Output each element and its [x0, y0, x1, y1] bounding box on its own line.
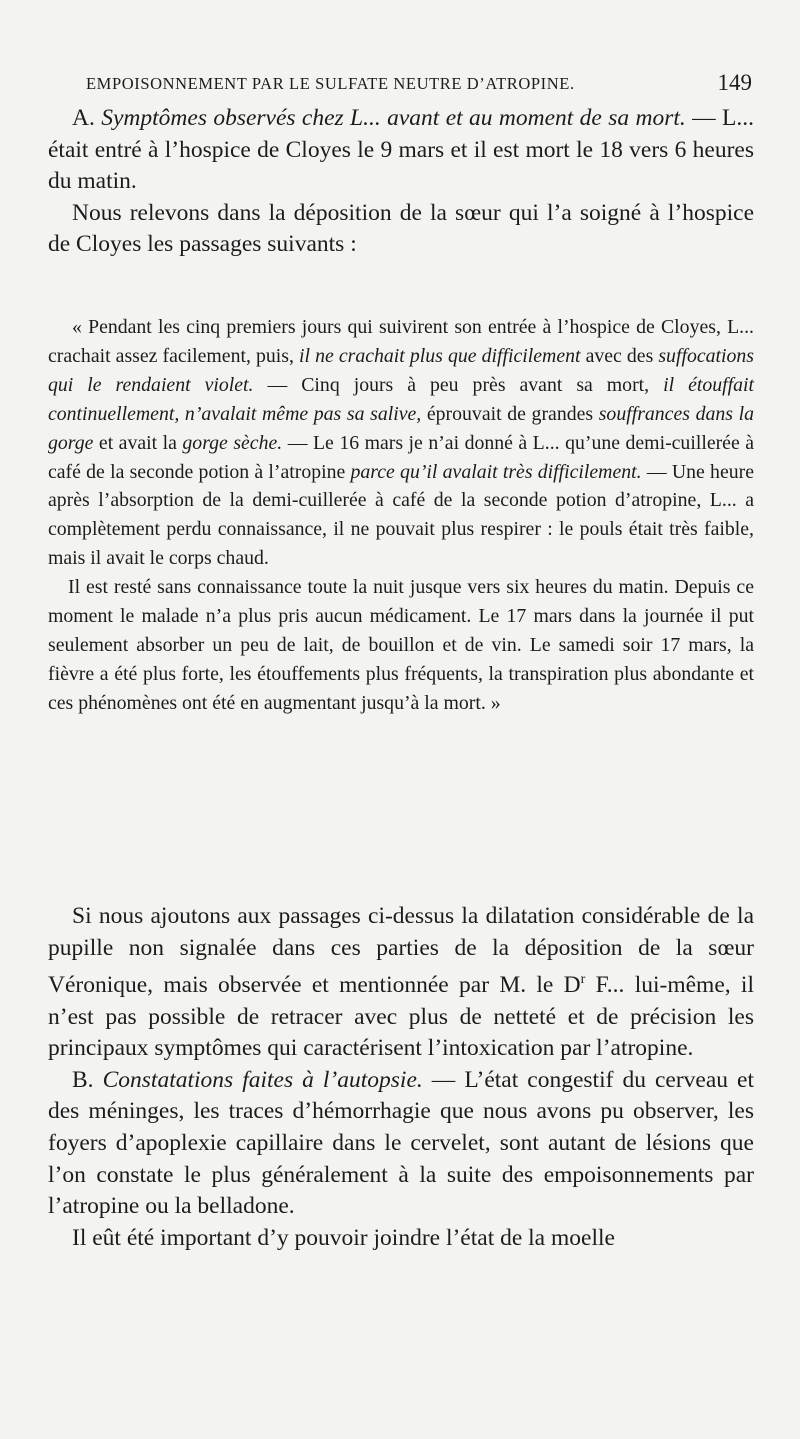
quote-text: « Pendant les cinq premiers jours qui suivirent son entrée à l’hospice de Cloyes, L... crachait assez facilement, puis, — [48, 316, 754, 367]
section-a-label: A. — [72, 105, 95, 131]
quote-italic: souffrances dans la gorge — [48, 402, 754, 454]
section-b-text: — L’état congestif du cerveau et des méninges, les traces d’hémorrhagie que nous avons pu observer, les foyers d’apoplexie capillaire dans le cervelet, sont autant de lésions que l’on constate le plus généralement à la suite des empoisonnements par l’atropine ou la belladone. — [48, 1066, 755, 1220]
quote-italic: suffocations qui le rendaient violet. — [48, 344, 754, 396]
section-a-text: — L... était entré à l’hospice de Cloyes le 9 mars et il est mort le 18 vers 6 heures du matin. — [48, 105, 755, 195]
page-number: 149 — [717, 70, 752, 95]
quote-paragraph-2: Il est resté sans connaissance toute la nuit jusque vers six heures du matin. Depuis ce moment le malade n’a plus pris aucun médicament. Le 17 mars dans la journée il put seulement absorber un peu de lait, de bouillon et de vin. Le samedi soir 17 mars, la fièvre a été plus forte, les étouffements plus fréquents, la transpiration plus abondante et ces phénomènes ont été en augmentant jusqu’à la mort. » — [48, 576, 754, 714]
quote-italic: il ne crachait plus que difficilement — [299, 344, 581, 367]
intro-paragraph: Nous relevons dans la déposition de la sœur qui l’a soigné à l’hospice de Cloyes les passages suivants : — [48, 199, 754, 258]
quote-text: — Cinq jours à peu près avant sa mort, — [253, 373, 664, 396]
quote-italic: parce qu’il avalait très difficilement. — [350, 460, 642, 483]
quotation-block — [48, 313, 754, 718]
analysis-block — [48, 901, 754, 1254]
quote-text: éprouvait de grandes — [421, 402, 599, 425]
running-header — [86, 70, 752, 95]
section-b-paragraph — [48, 1065, 754, 1223]
body-text: F... lui-même, il n’est pas possible de retracer avec plus de netteté et de précision les principaux symptômes qui caractérisent l’intoxication par l’atropine. — [48, 972, 754, 1062]
body-text: Si nous ajoutons aux passages ci-dessus la dilatation considérable de la pupille non signalée dans ces parties de la déposition de la sœur Véronique, mais observée et mentionnée par M. le D — [48, 903, 754, 999]
quote-italic: gorge sèche. — [182, 431, 283, 454]
quote-paragraph-1 — [48, 313, 754, 573]
section-b-title: Constatations faites à l’autopsie. — [102, 1066, 423, 1093]
last-paragraph: Il eût été important d’y pouvoir joindre l’état de la moelle — [72, 1224, 615, 1251]
quote-text: — Une heure après l’absorption de la demi-cuillerée à café de la seconde potion d’atropine, L... a complètement perdu connaissance, il ne pouvait plus respirer : le pouls était très faible, mais il avait le corps chaud. — [48, 460, 754, 570]
quote-text: — Le 16 mars je n’ai donné à L... qu’une demi-cuillerée à café de la seconde potion à l’atropine — [48, 431, 755, 483]
superscript: r — [580, 972, 586, 988]
section-a-block — [48, 103, 754, 261]
quote-text: avec des — [580, 344, 659, 367]
quote-text: et avait la — [93, 431, 183, 454]
section-a-title: Symptômes observés chez L... avant et au moment de sa mort. — [101, 105, 686, 131]
quote-italic: il étouffait continuellement, n’avalait même pas sa salive, — [48, 373, 755, 425]
dilatation-paragraph — [48, 901, 754, 1065]
section-a-paragraph — [48, 103, 754, 198]
running-title: EMPOISONNEMENT PAR LE SULFATE NEUTRE D’ATROPINE. — [86, 74, 575, 93]
section-b-label: B. — [72, 1066, 94, 1093]
